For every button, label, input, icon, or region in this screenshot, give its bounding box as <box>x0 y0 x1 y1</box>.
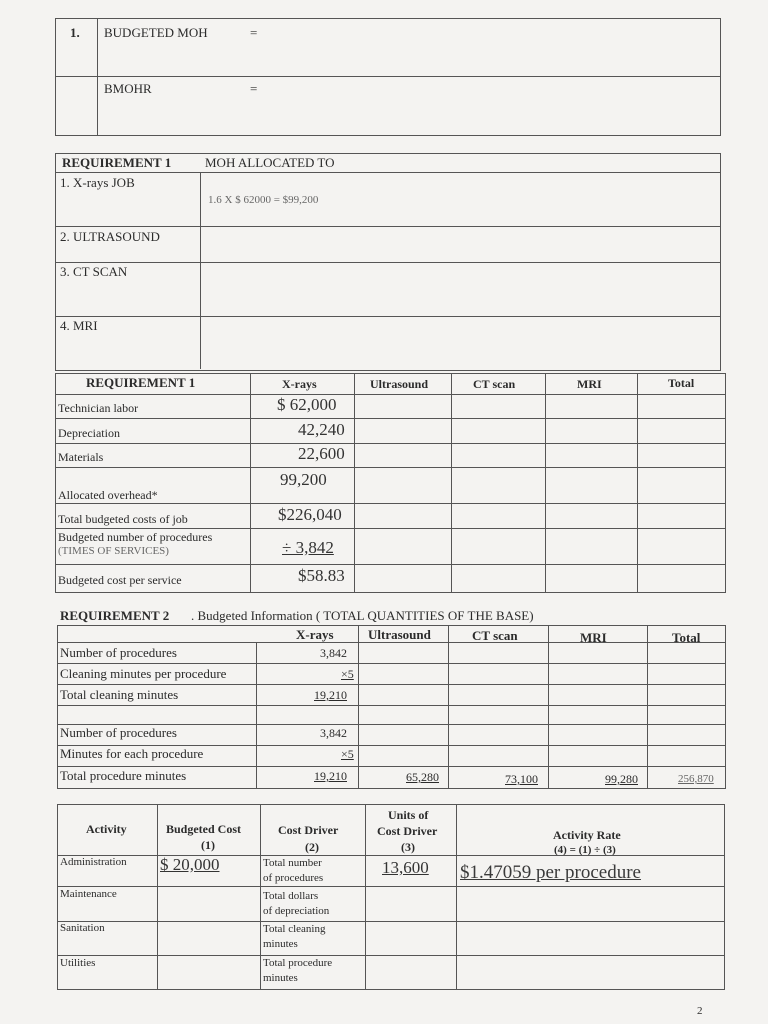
cell-value: $226,040 <box>278 505 342 524</box>
column-header: Activity <box>86 822 127 836</box>
column-header: Budgeted Cost <box>166 822 242 836</box>
budgeted-moh-label: BUDGETED MOH <box>104 25 208 40</box>
bmohr-label: BMOHR <box>104 81 152 96</box>
requirement-1-table-title: REQUIREMENT 1 <box>86 375 196 390</box>
row-label: Minutes for each procedure <box>60 746 204 761</box>
cell-value: 19,210 <box>314 769 347 783</box>
cell-value: 65,280 <box>406 770 439 784</box>
alloc-formula: 1.6 X $ 62000 = $99,200 <box>208 194 319 206</box>
activity-name: Administration <box>60 856 127 868</box>
column-header: (3) <box>401 840 415 854</box>
column-header: MRI <box>577 377 602 391</box>
column-header: Ultrasound <box>370 377 429 391</box>
row-label: Depreciation <box>58 426 120 440</box>
cost-driver: minutes <box>263 938 298 950</box>
row-label: Materials <box>58 450 104 464</box>
row-label: Budgeted number of procedures <box>58 530 213 544</box>
cell-value: 42,240 <box>298 420 345 439</box>
cell-value: 256,870 <box>678 773 714 785</box>
requirement-1-cost-table <box>55 373 726 593</box>
alloc-row-label: 1. X-rays JOB <box>60 175 135 190</box>
column-header: Total <box>672 630 701 645</box>
section-number: 1. <box>70 25 80 40</box>
cost-driver: Total number <box>263 857 322 869</box>
column-header: MRI <box>580 630 607 645</box>
column-header: Ultrasound <box>368 627 431 642</box>
cell-value: $58.83 <box>298 566 345 585</box>
cost-driver: Total cleaning <box>263 923 326 935</box>
cell-value: 13,600 <box>382 858 429 877</box>
cell-value: 99,280 <box>605 772 638 786</box>
cell-value: ×5 <box>341 667 354 681</box>
column-header: Total <box>668 376 695 390</box>
cost-driver: Total dollars <box>263 890 319 902</box>
row-label: Number of procedures <box>60 645 177 660</box>
column-header: X-rays <box>282 377 317 391</box>
row-label: Cleaning minutes per procedure <box>60 666 227 681</box>
requirement-2-title: REQUIREMENT 2 <box>60 608 170 623</box>
row-label: Allocated overhead* <box>58 488 158 502</box>
column-header: Cost Driver <box>278 823 339 837</box>
column-header: Cost Driver <box>377 824 438 838</box>
alloc-row-label: 2. ULTRASOUND <box>60 229 160 244</box>
row-label: Number of procedures <box>60 725 177 740</box>
moh-allocated-title: MOH ALLOCATED TO <box>205 155 335 170</box>
column-header: (2) <box>305 840 319 854</box>
cell-value: ×5 <box>341 747 354 761</box>
row-sublabel: (TIMES OF SERVICES) <box>58 545 169 557</box>
row-label: Total cleaning minutes <box>60 687 179 702</box>
row-label: Total budgeted costs of job <box>58 512 188 526</box>
cost-driver: of procedures <box>263 872 324 884</box>
column-header: Units of <box>388 808 429 822</box>
row-label: Total procedure minutes <box>60 768 187 783</box>
column-header: CT scan <box>472 628 518 643</box>
activity-name: Maintenance <box>60 888 117 900</box>
activity-name: Sanitation <box>60 922 105 934</box>
column-header: CT scan <box>473 377 516 391</box>
page-number: 2 <box>697 1005 703 1017</box>
equals-sign: = <box>250 25 258 40</box>
cell-value: 19,210 <box>314 688 347 702</box>
cost-driver: minutes <box>263 972 298 984</box>
activity-rate-value: $1.47059 per procedure <box>460 862 641 883</box>
cell-value: 3,842 <box>320 646 347 660</box>
cost-driver: Total procedure <box>263 957 333 969</box>
cell-value: 22,600 <box>298 444 345 463</box>
cell-value: ÷ 3,842 <box>282 538 334 557</box>
cell-value: 3,842 <box>320 726 347 740</box>
row-label: Technician labor <box>58 401 139 415</box>
column-header: Activity Rate <box>553 828 621 842</box>
requirement-1-title: REQUIREMENT 1 <box>62 155 172 170</box>
alloc-row-label: 3. CT SCAN <box>60 264 128 279</box>
column-header: (1) <box>201 838 215 852</box>
cell-value: 99,200 <box>280 470 327 489</box>
activity-name: Utilities <box>60 957 96 969</box>
cell-value: $ 62,000 <box>277 395 337 414</box>
column-header: (4) = (1) ÷ (3) <box>554 844 616 856</box>
equals-sign: = <box>250 81 258 96</box>
row-label: Budgeted cost per service <box>58 573 182 587</box>
column-header: X-rays <box>296 627 334 642</box>
alloc-row-label: 4. MRI <box>60 318 98 333</box>
cell-value: $ 20,000 <box>160 855 220 874</box>
cell-value: 73,100 <box>505 772 538 786</box>
requirement-2-subtitle: . Budgeted Information ( TOTAL QUANTITIES OF THE BASE) <box>191 608 534 623</box>
cost-driver: of depreciation <box>263 905 330 917</box>
